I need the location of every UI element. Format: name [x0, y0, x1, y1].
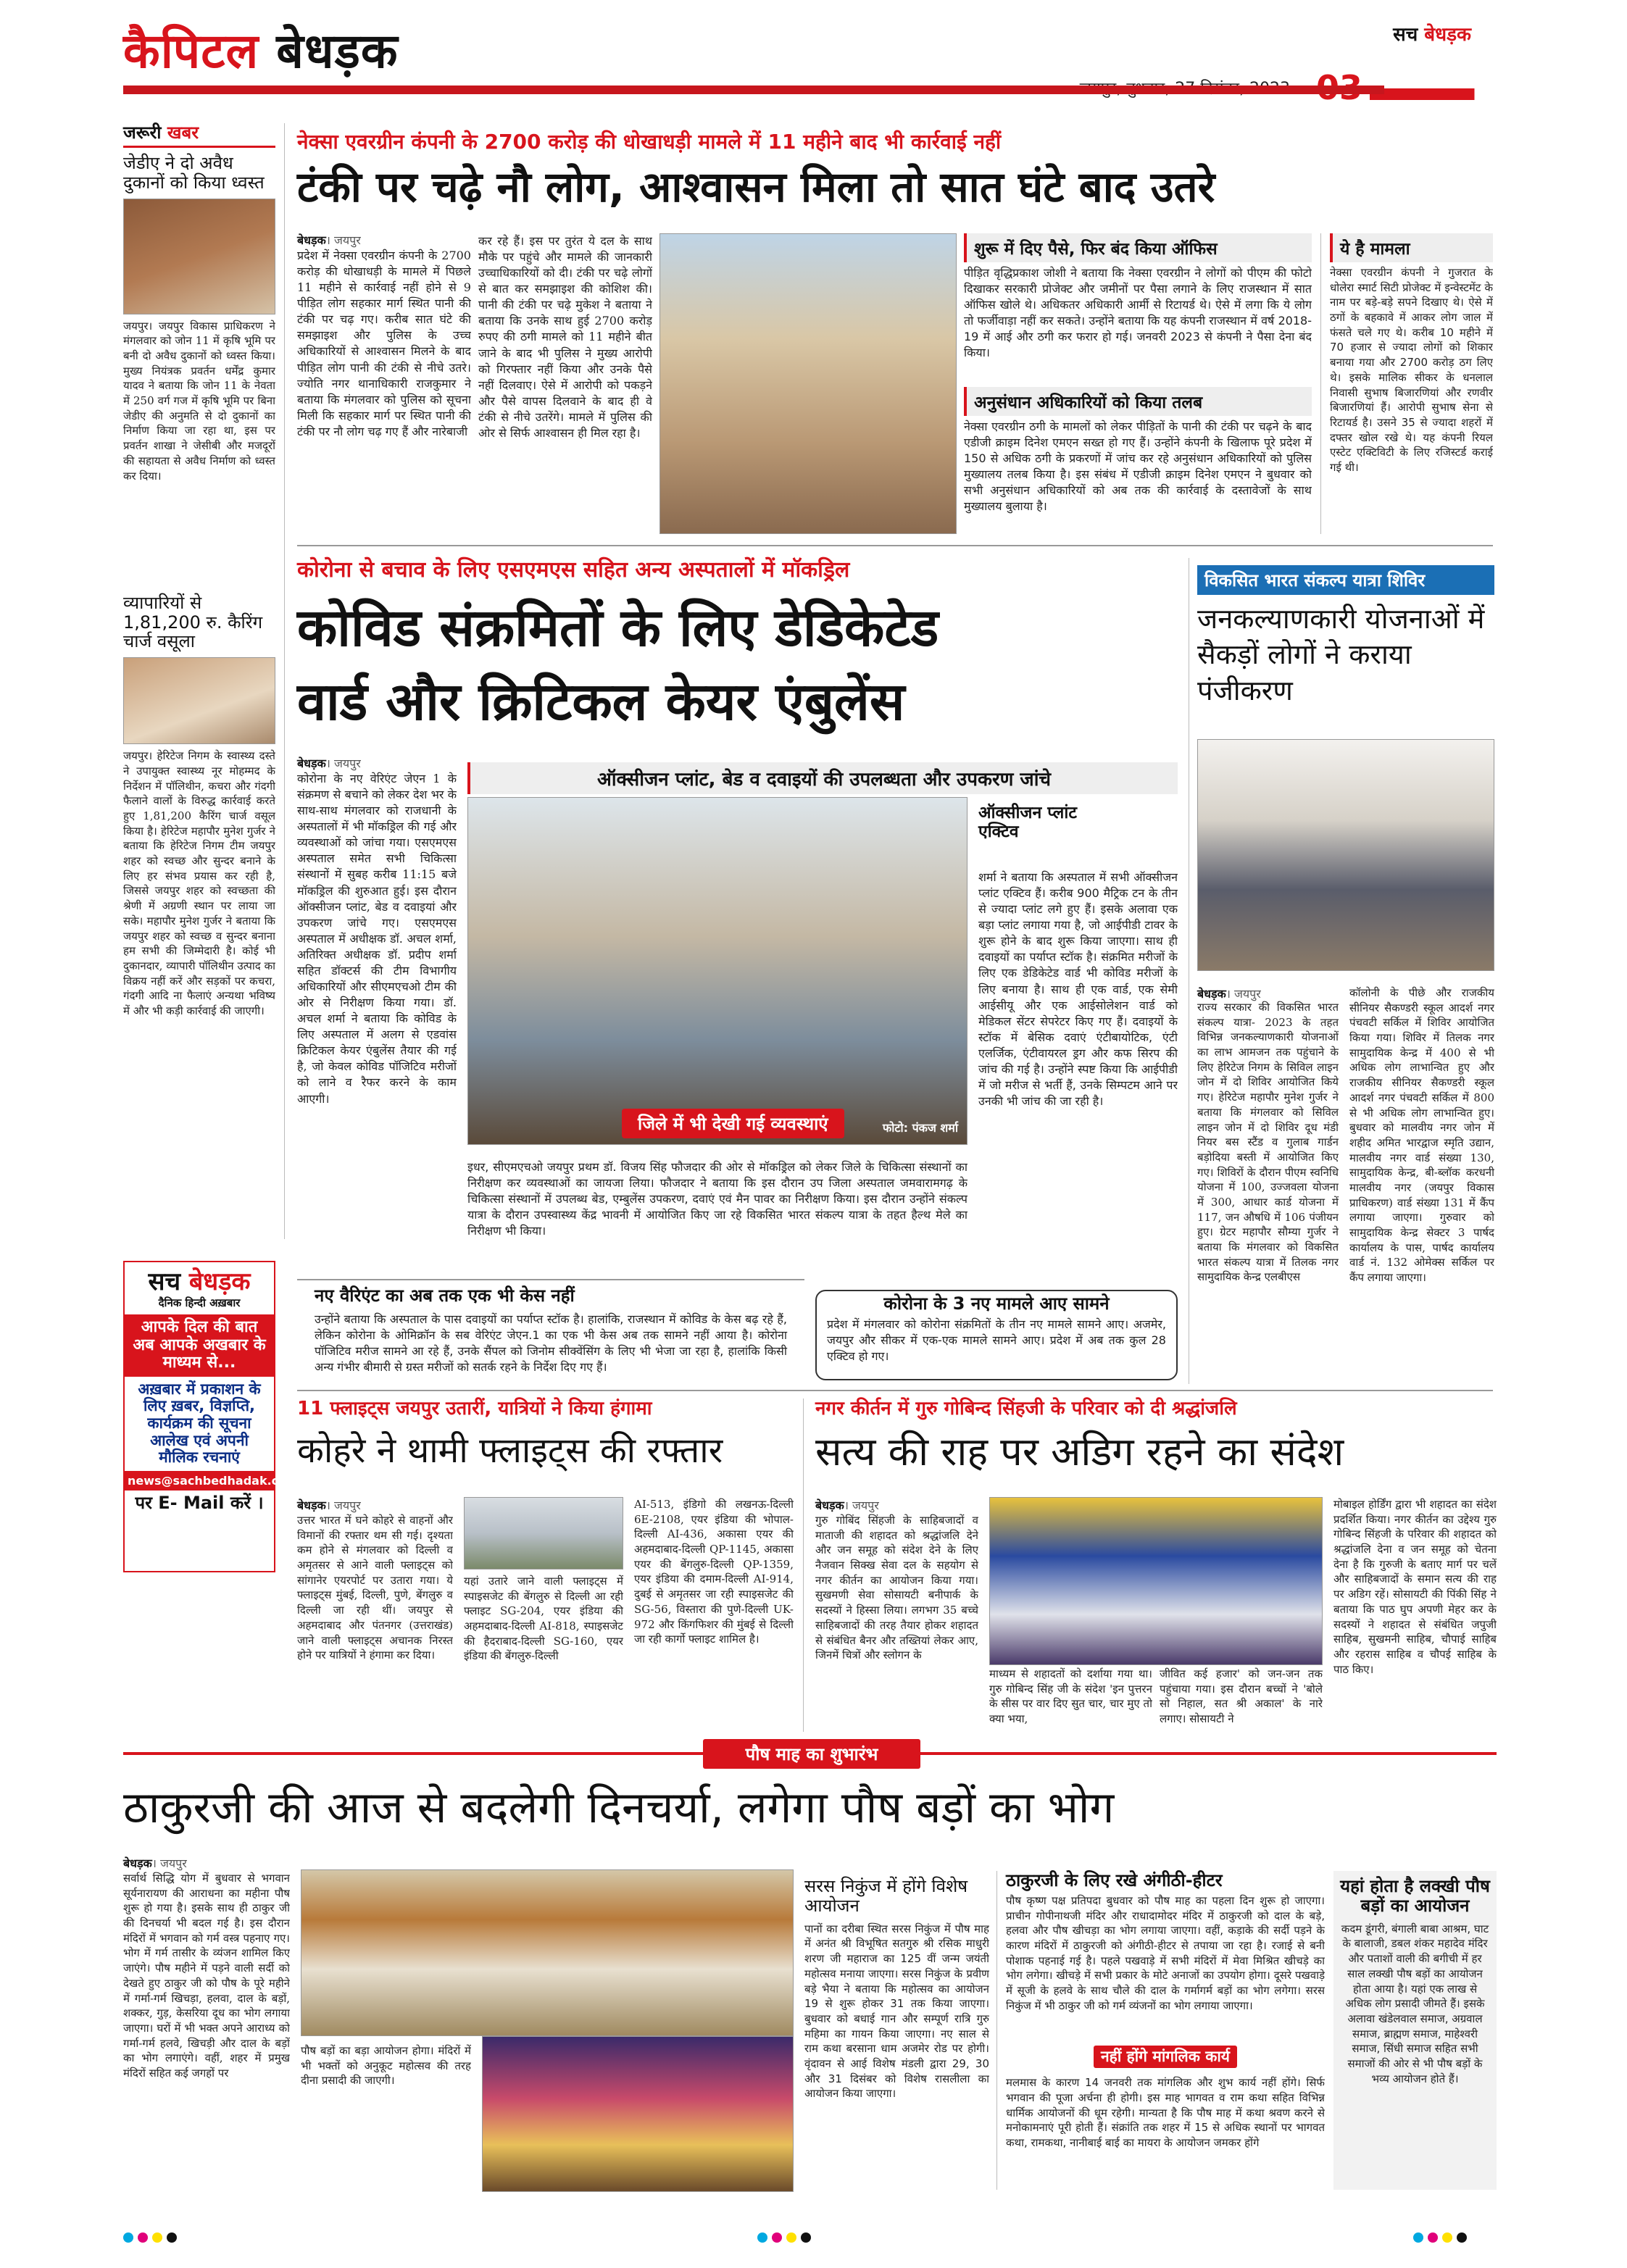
- s1-col1: प्रदेश में नेक्सा एवरग्रीन कंपनी के 2700 करोड़ की धोखाधड़ी के मामले में पिछले 11 महीने से कार्रवाई नहीं होने से 9 पीड़ित लोग सहकार मार्ग स्थित पानी की टंकी पर चढ़ गए। करीब सात घंटे की समझाइश और पुलिस के उच्च अधिकारियों से आश्वासन मिलने के बाद पीड़ित लोग पानी की टंकी से नीचे उतरे। ज्योति नगर थानाधिकारी राजकुमार ने बताया कि मंगलवार को पुलिस को सूचना मिली कि सहकार मार्ग पर स्थित पानी की टंकी पर नौ लोग चढ़ गए हैं और नारेबाजी: [297, 249, 471, 438]
- s1-byline-a: बेधड़क: [297, 233, 326, 247]
- cyan-dot: [123, 2232, 133, 2243]
- s3-col2: कॉलोनी के पीछे और राजकीय सीनियर सैकण्डरी स्कूल आदर्श नगर पंचवटी सर्किल में शिविर आयोजित किया गया। शिविर में तिलक नगर सामुदायिक केन्द्र में 400 से भी अधिक लोग लाभान्वित हुए और राजकीय सीनियर सैकण्डरी स्कूल आदर्श नगर पंचवटी सर्किल में 800 से भी अधिक लोग लाभान्वित हुए। बुधवार को मालवीय नगर जोन में शहीद अमित भारद्वाज स्मृति उद्यान, मालवीय नगर वार्ड संख्या 130, सामुदायिक केन्द्र, बी-ब्लॉक करधनी मालवीय नगर (जयपुर विकास प्राधिकरण) वार्ड संख्या 131 में कैंप लगाया जाएगा। गुरुवार को सामुदायिक केन्द्र सेक्टर 3 पार्षद कार्यालय के पास, पार्षद कार्यालय वार्ड नं. 132 ओमेक्स सर्किल पर कैंप लगाया जाएगा।: [1349, 986, 1494, 1285]
- s3-label: विकसित भारत संकल्प यात्रा शिविर: [1197, 565, 1494, 595]
- s6-box5: [1333, 1871, 1497, 2190]
- s6-b4-head: [1006, 2046, 1325, 2069]
- masthead-rule: [123, 86, 1384, 94]
- s6-b3-text: पौष कृष्ण पक्ष प्रतिपदा बुधवार को पौष माह का पहला दिन शुरू हो जाएगा। प्राचीन गोपीनाथजी मंदिर और राधादामोदर मंदिर में ठाकुरजी को दाल के बड़े, हलवा और पौष खीचड़ा का भोग लगाया जाएगा। वहीं, कड़ाके की सर्दी पड़ने के कारण मंदिरों में ठाकुरजी को अंगीठी-हीटर से तपाया जा रहा है। रजाई से बनी पोशाक पहनाई गई है। पहले पखवाड़े में सभी मंदिरों में मेवा मिश्रित खीचड़े का भोग लगेगा। खीचड़े में सभी प्रकार के मोटे अनाजों का उपयोग होगा। दूसरे पखवाड़े में सूजी के हलवे के साथ चौले की दाल के गर्मागर्म बड़ों का भोग लगेगा। सरस निकुंज में भी ठाकुर जी को गर्म व्यंजनों का भोग लगाया जाएगा।: [1006, 1893, 1325, 2012]
- s2-box1-text: उन्होंने बताया कि अस्पताल के पास दवाइयों का पर्याप्त स्टॉक है। हालांकि, राजस्थान में कोविड के केस बढ़ रहे हैं, लेकिन कोरोना के ओमिक्रॉन के सब वेरिएंट जेएन.1 का एक भी केस अब तक सामने नहीं आया है। कोरोना पॉजिटिव मरीज सामने आ रहे हैं, उनके सैंपल को जिनोम सीक्वेंसिंग के लिए भी भेजा जा रहा है, हालांकि किसी अन्य गंभीर बीमारी से ग्रस्त मरीजों को सतर्क रहने के निर्देश दिए गए हैं।: [315, 1312, 787, 1375]
- masthead-tag: [1393, 20, 1471, 46]
- s2-byline-a: बेधड़क: [297, 756, 326, 770]
- registration-dots-left: [123, 2232, 181, 2246]
- s6-b2-text: पानों का दरीबा स्थित सरस निकुंज में पौष माह में अनंत श्री विभूषित सतगुरु श्री रसिक माधुरी शरण जी महाराज का 125 वीं जन्म जयंती महोत्सव मनाया जाएगा। सरस निकुंज के प्रवीण बड़े भैया ने बताया कि महोत्सव का आयोजन 19 से शुरू होकर 31 तक किया जाएगा। बुधवार को बधाई गान और सम्पूर्ण रात्रि गुरु महिमा का गायन किया जाएगा। नए साल से राम कथा बरसाना धाम अजमेर रोड पर होगी। वृंदावन से आई विशेष मंडली द्वारा 29, 30 और 31 दिसंबर को विशेष रासलीला का आयोजन किया जाएगा।: [804, 1922, 989, 2101]
- s5-col4: मोबाइल होर्डिंग द्वारा भी शहादत का संदेश प्रदर्शित किया। नगर कीर्तन का उद्देश्य गुरु गोबिन्द सिंहजी के परिवार की शहादत को श्रद्धांजलि देना व जन समूह को चेतना देना है कि गुरुजी के बताए मार्ग पर चलें और साहिबजादों के समान सत्य की राह पर अडिग रहें। सोसायटी की पिंकी सिंह ने बताया कि पाठ घुप अपणी मेहर कर के सदस्यों ने शहादत से संबंधित जपुजी साहिब, सुखमनी साहिब, चौपाई साहिब और रहरास साहिब व चौपई साहिब के पाठ किए।: [1333, 1498, 1497, 1676]
- ad-line1: आपके दिल की बात अब आपके अखबार के माध्यम से...: [125, 1314, 274, 1377]
- s3-byline: [1197, 985, 1261, 1001]
- s5-col3: जीवित कई हजार' को जन-जन तक पहुंचाया गया। इस दौरान बच्चों ने 'बोले सो निहाल, सत श्री अकाल' के नारे लगाए। सोसायटी ने: [1160, 1667, 1323, 1726]
- s6-b2-head: सरस निकुंज में होंगे विशेष आयोजन: [804, 1876, 968, 1916]
- s1-bottom-rule: [297, 545, 1493, 546]
- s1-byline-b: । जयपुर: [325, 233, 361, 247]
- s1-headline: टंकी पर चढ़े नौ लोग, आश्वासन मिला तो सात घंटे बाद उतरे: [297, 162, 1215, 212]
- s1-kicker: नेक्सा एवरग्रीन कंपनी के 2700 करोड़ की धोखाधड़ी मामले में 11 महीने बाद भी कार्रवाई नहीं: [297, 130, 1002, 154]
- zaruri-khabar-label: [123, 123, 275, 148]
- s6-byline: [123, 1855, 187, 1871]
- black-dot: [1457, 2232, 1467, 2243]
- s6-b4-text: मलमास के कारण 14 जनवरी तक मांगलिक और शुभ कार्य नहीं होंगे। सिर्फ भगवान की पूजा अर्चना ही होगी। इस माह भागवत व राम कथा सहित विभिन्न धार्मिक आयोजनों की धूम रहेगी। मान्यता है कि पौष माह में कथा श्रवण करने से मनोकामनाएं पूरी होती हैं। संक्रांति तक शहर में 15 से अधिक स्थानों पर भागवत कथा, रामकथा, नानीबाई बाई का मायरा के आयोजन जमकर होंगे: [1006, 2076, 1325, 2150]
- s4-kicker: 11 फ्लाइट्स जयपुर उतारीं, यात्रियों ने किया हंगामा: [297, 1398, 652, 1419]
- magenta-dot: [138, 2232, 148, 2243]
- s1-sub3-head: ये है मामला: [1330, 233, 1493, 262]
- s6-photo-temple: [482, 2036, 794, 2192]
- black-dot: [801, 2232, 811, 2243]
- s3-col1: राज्य सरकार की विकसित भारत संकल्प यात्रा- 2023 के तहत विभिन्न जनकल्याणकारी योजनाओं का लाभ आमजन तक पहुंचाने के लिए हेरिटेज निगम के सिविल लाइन जोन में दो शिविर आयोजित किये गए। हेरिटेज महापौर मुनेश गुर्जर ने बताया कि मंगलवार को सिविल लाइन जोन में दो शिविर दूध मंडी नियर बस स्टैंड व गुलाब गार्डन बड़ोदिया बस्ती में आयोजित किए गए। शिविरों के दौरान पीएम स्वनिधि योजना में 100, उज्जवला योजना में 300, आधार कार्ड योजना में 117, जन औषधि में 106 पंजीयन हुए। ग्रेटर महापौर सौम्या गुर्जर ने बताया कि मंगलवार को विकसित भारत संकल्प यात्रा में तिलक नगर सामुदायिक केन्द्र एलबीएस: [1197, 1001, 1339, 1284]
- brief2-text: जयपुर। हेरिटेज निगम के स्वास्थ्य दस्ते ने उपायुक्त स्वास्थ्य नूर मोहम्मद के निर्देशन में पॉलिथीन, कचरा और गंदगी फैलाने वालों के विरुद्ध कार्रवाई करते हुए 1,81,200 कैरिंग चार्ज वसूल किया है। हेरिटेज महापौर मुनेश गुर्जर ने बताया कि हेरिटेज निगम टीम जयपुर शहर को स्वच्छ और सुन्दर बनाने के लिए हर संभव प्रयास कर रही है, जिससे जयपुर शहर को स्वच्छता की श्रेणी में अग्रणी स्थान पर लाया जा सके। महापौर मुनेश गुर्जर ने बताया कि जयपुर शहर को स्वच्छ व सुन्दर बनाना हम सभी की जिम्मेदारी है। कोई भी दुकानदार, व्यापारी पॉलिथीन उत्पाद का विक्रय नहीं करें और सड़कों पर कचरा, गंदगी आदि ना फैलाएं अन्यथा भविष्य में और भी कड़ी कार्रवाई की जाएगी।: [123, 749, 275, 1017]
- s6-b5-text: कदम डूंगरी, बंगाली बाबा आश्रम, घाट के बालाजी, डबल शंकर महादेव मंदिर और पताशों वाली की बगीची में हर साल लक्खी पौष बड़ों का आयोजन होता आया है। यहां एक लाख से अधिक लोग प्रसादी जीमते हैं। इसके अलावा खंडेलवाल समाज, अग्रवाल समाज, ब्राह्मण समाज, माहेश्वरी समाज, सिंधी समाज सहित सभी समाजों की ओर से भी पौष बड़ों के भव्य आयोजन होते हैं।: [1341, 1922, 1489, 2085]
- tag-a: सच: [1393, 24, 1418, 46]
- pen-nib-icon: [1370, 88, 1493, 100]
- s2-below-photo: इधर, सीएमएचओ जयपुर प्रथम डॉ. विजय सिंह फौजदार की ओर से मॉकड्रिल को लेकर जिले के चिकित्सा संस्थानों का निरीक्षण कर व्यवस्थाओं का जायजा लिया। फौजदार ने बताया कि इस दौरान उप जिला अस्पताल जमवारामगढ़ के चिकित्सा संस्थानों में उपलब्ध बेड, एम्बुलेंस उपकरण, दवाएं एवं मैन पावर का निरीक्षण किया। इस दौरान उन्होंने संकल्प यात्रा के दौरान उपस्वास्थ्य केंद्र भावनी में आयोजित किए जा रहे विकसित भारत संकल्प यात्रा के तहत हैल्थ मेले का निरीक्षण भी किया।: [467, 1160, 968, 1238]
- masthead-logo: [123, 25, 399, 78]
- s5-kicker: नगर कीर्तन में गुरु गोबिन्द सिंहजी के परिवार को दी श्रद्धांजलि: [815, 1398, 1237, 1419]
- s4-photo-airport: [464, 1497, 623, 1569]
- s1-sub1-head: शुरू में दिए पैसे, फिर बंद किया ऑफिस: [964, 233, 1312, 262]
- brief1-text: जयपुर। जयपुर विकास प्राधिकरण ने मंगलवार को जोन 11 में कृषि भूमि पर बनी दो अवैध दुकानों को ध्वस्त किया। मुख्य नियंत्रक प्रवर्तन धर्मेंद्र कुमार यादव ने बताया कि जोन 11 के नेवता में 250 वर्ग गज में कृषि भूमि पर बिना जेडीए की अनुमति से दो दुकानों का निर्माण किया जा रहा था, इस पर प्रवर्तन शाखा ने जेसीबी और मजदूरों की सहायता से अवैध निर्माण को ध्वस्त कर दिया।: [123, 319, 275, 483]
- s3-headline: जनकल्याणकारी योजनाओं में सैकड़ों लोगों ने कराया पंजीकरण: [1197, 603, 1485, 706]
- s2-photo-credit: फोटो: पंकज शर्मा: [882, 1121, 958, 1135]
- s4-headline: कोहरे ने थामी फ्लाइट्स की रफ्तार: [297, 1430, 723, 1471]
- s2-byline-b: । जयपुर: [325, 756, 361, 770]
- s2-photo-caption: जिले में भी देखी गई व्यवस्थाएं: [622, 1109, 844, 1138]
- left-column: [123, 123, 275, 1239]
- s5-photo-kirtan: [989, 1497, 1323, 1665]
- s6-byline-b: । जयपुर: [151, 1856, 187, 1870]
- s6-b3-head: ठाकुरजी के लिए रखे अंगीठी-हीटर: [1006, 1870, 1223, 1890]
- zaruri-a: जरूरी: [123, 122, 162, 143]
- yellow-dot: [1442, 2232, 1452, 2243]
- ad-email: news@sachbedhadak.com: [125, 1471, 274, 1491]
- s1-col2: कर रहे हैं। इस पर तुरंत ये दल के साथ मौके पर पहुंचे और मामले की जानकारी उच्चाधिकारियों को दी। टंकी पर चढ़े लोगों से बात कर समझाइश की कोशिश की। पानी की टंकी पर चढ़े मुकेश ने बताया ने बताया कि उनके साथ हुई 2700 करोड़ रुपए की ठगी मामले को 11 महीने बीत जाने के बाद भी पुलिस ने मुख्य आरोपी को गिरफ्तार नहीं किया और उनके पैसे नहीं दिलवाए। ऐसे में आरोपी को पकड़ने और पैसे वापस दिलवाने के बाद ही वे टंकी से नीचे उतरेंगे। मामले में पुलिस की ओर से सिर्फ आश्वासन ही मिल रहा है।: [478, 234, 652, 440]
- s2-subhead: ऑक्सीजन प्लांट, बेड व दवाइयों की उपलब्धता और उपकरण जांचे: [467, 762, 1178, 794]
- brief1-photo: [123, 199, 275, 314]
- tag-b: बेधड़क: [1424, 24, 1471, 46]
- s6-b5-head: यहां होता है लक्खी पौष बड़ों का आयोजन: [1340, 1876, 1490, 1916]
- magenta-dot: [1428, 2232, 1438, 2243]
- cyan-dot: [1413, 2232, 1423, 2243]
- s3-byline-b: । जयपुर: [1226, 987, 1261, 1001]
- s2-headline1: कोविड संक्रमितों के लिए डेडिकेटेड: [297, 597, 939, 658]
- mid-rule: [297, 1390, 1493, 1391]
- yellow-dot: [152, 2232, 162, 2243]
- brief2-photo: [123, 657, 275, 744]
- s1-sub3-text: नेक्सा एवरग्रीन कंपनी ने गुजरात के धोलेरा स्मार्ट सिटी प्रोजेक्ट में इन्वेस्टमेंट के नाम पर बड़े-बड़े सपने दिखाए थे। ऐसे में ठगों के बहकावे में आकर लोग जाल में फंसते चले गए थे। करीब 10 महीने में 70 हजार से ज्यादा लोगों को शिकार बनाया गया और 2700 करोड़ ठग लिए थे। इसके मालिक सीकर के धनलाल निवासी सुभाष बिजारणियां और रणवीर बिजारणियां हैं। आरोपी सुभाष सेना से रिटायर्ड है। उसने 35 से ज्यादा शहरों में दफ्तर खोल रखे थे। यह कंपनी रियल एस्टेट एक्टिविटी के लिए रजिस्टर्ड कराई गई थी।: [1330, 266, 1493, 474]
- registration-dots-center: [757, 2232, 815, 2246]
- s5-byline: [815, 1497, 879, 1513]
- s1-byline: [297, 232, 361, 248]
- s2-oxy-text: शर्मा ने बताया कि अस्पताल में सभी ऑक्सीजन प्लांट एक्टिव हैं। करीब 900 मैट्रिक टन के तीन से ज्यादा प्लांट लगे हुए हैं। इसके अलावा एक बड़ा प्लांट लगाया गया है, जो आईपीडी टावर के शुरू होने के बाद शुरू किया जाएगा। साथ ही दवाइयों का पर्याप्त स्टॉक है। संक्रमित मरीजों के लिए एक डेडिकेटेड वार्ड भी कोविड मरीजों के लिए बनाया है। साथ ही एक वार्ड, एक सेमी आईसीयू और एक आईसोलेशन वार्ड को मेडिकल सेंटर सेपरेटर किए गए हैं। दवाइयों के स्टॉक में बेसिक दवाएं एंटीबायोटिक, एंटी एलर्जिक, एंटीवायरल ड्रग और कफ सिरप की जांच की गई है। उन्होंने स्पष्ट किया कि आईपीडी में जो मरीज से भर्ती हैं, उनके सिम्पटम आने पर उनकी भी जांच की जा रही है।: [978, 870, 1178, 1109]
- s2-kicker: कोरोना से बचाव के लिए एसएमएस सहित अन्य अस्पतालों में मॉकड्रिल: [297, 557, 850, 583]
- s2-box2: [815, 1290, 1178, 1380]
- ad-subtitle: दैनिक हिन्दी अख़बार: [158, 1296, 241, 1310]
- s2-box1: [297, 1279, 804, 1384]
- left-ad: [123, 1261, 299, 1572]
- s5-col2: माध्यम से शहादतों को दर्शाया गया था। गुरु गोबिन्द सिंह जी के संदेश 'इन पुत्तरन के सीस पर वार दिए सुत चार, चार मुए तो क्या भया,: [989, 1667, 1152, 1726]
- s6-headline: ठाकुरजी की आज से बदलेगी दिनचर्या, लगेगा पौष बड़ों का भोग: [123, 1783, 1115, 1833]
- s4-divider: [803, 1398, 804, 1732]
- s1-sub2-head: अनुसंधान अधिकारियों को किया तलब: [964, 387, 1312, 416]
- ad-mail-line: पर E- Mail करें ।: [135, 1492, 264, 1513]
- brief1-headline: जेडीए ने दो अवैध दुकानों को किया ध्वस्त: [123, 152, 265, 193]
- s5-byline-b: । जयपुर: [844, 1498, 879, 1512]
- s2-box2-head: कोरोना के 3 नए मामले आए सामने: [883, 1293, 1110, 1314]
- s2-box1-head: नए वैरिएंट का अब तक एक भी केस नहीं: [315, 1285, 575, 1306]
- s5-byline-a: बेधड़क: [815, 1498, 844, 1512]
- s4-col1: उत्तर भारत में घने कोहरे से वाहनों और विमानों की रफ्तार थम सी गई। दृश्यता कम होने से मंगलवार को दिल्ली व अमृतसर से आने वाली फ्लाइट्स को सांगानेर एयरपोर्ट पर उतारा गया। ये फ्लाइट्स मुंबई, दिल्ली, पुणे, बेंगलुरु व दिल्ली जा रही थीं। जयपुर से अहमदाबाद और पंतनगर (उत्तराखंड) जाने वाली फ्लाइट्स अचानक निरस्त होने पर यात्रियों ने हंगामा कर दिया।: [297, 1514, 453, 1662]
- s2-byline: [297, 755, 361, 771]
- s5-col1: गुरु गोबिंद सिंहजी के साहिबजादों व माताजी की शहादत को श्रद्धांजलि देने और जन समूह को संदेश देने के लिए नैजवान सिक्ख सेवा दल के सहयोग से नगर कीर्तन का आयोजन किया गया। सुखमणी सेवा सोसायटी बनीपार्क के सदस्यों ने हिस्सा लिया। लगभग 35 बच्चे साहिबजादों की तरह तैयार होकर शहादत से संबंधित बैनर और तख्तियां लेकर आए, जिनमें चित्रों और स्लोगन के: [815, 1514, 978, 1662]
- s1-sub2-text: नेक्सा एवरग्रीन ठगी के मामलों को लेकर पीड़ितों के पानी की टंकी पर चढ़ने के बाद एडीजी क्राइम दिनेश एमएन सख्त हो गए हैं। उन्होंने कंपनी के खिलाफ पूरे प्रदेश में 150 से अधिक ठगी के प्रकरणों में जांच कर रहे अनुसंधान अधिकारियों को पुलिस मुख्यालय तलब किया है। इस संबंध में एडीजी क्राइम दिनेश एमएन ने बुधवार को सभी अनुसंधान अधिकारियों को अब तक की कार्रवाई के दस्तावेजों के साथ मुख्यालय बुलाया है।: [964, 420, 1312, 514]
- s2-photo-pharmacy: [467, 797, 968, 1145]
- s1-divider: [1320, 233, 1321, 534]
- s6-byline-a: बेधड़क: [123, 1856, 152, 1870]
- black-dot: [167, 2232, 177, 2243]
- ad-logo-a: सच: [148, 1267, 181, 1296]
- s6-box3: [1006, 1871, 1325, 2202]
- ad-line2: अख़बार में प्रकाशन के लिए ख़बर, विज्ञप्ति, कार्यक्रम की सूचना आलेख एवं अपनी मौलिक रचनाएं: [138, 1380, 261, 1467]
- s4-col2: यहां उतारे जाने वाली फ्लाइट्स में स्पाइसजेट की बेंगलुरु से दिल्ली आ रही फ्लाइट SG-204, एयर इंडिया की अहमदाबाद-दिल्ली AI-818, स्पाइसजेट की हैदराबाद-दिल्ली SG-160, एयर इंडिया की बेंगलुरु-दिल्ली: [464, 1575, 623, 1663]
- cyan-dot: [757, 2232, 767, 2243]
- brief2-headline: व्यापारियों से 1,81,200 रु. कैरिंग चार्ज वसूला: [123, 592, 263, 652]
- yellow-dot: [786, 2232, 796, 2243]
- s6-photo-caption: पौष बड़ों का बड़ा आयोजन होगा। मंदिरों में भी भक्तों को अनुकूट महोत्सव की तरह दीना प्रसादी की जाएगी।: [301, 2044, 471, 2088]
- s6-photo-devotees: [301, 1869, 794, 2036]
- s6-box2: [804, 1877, 989, 2192]
- left-divider: [284, 123, 285, 1239]
- registration-dots-right: [1413, 2232, 1471, 2246]
- ad-logo-b: बेधड़क: [188, 1267, 251, 1296]
- s2-box2-text: प्रदेश में मंगलवार को कोरोना संक्रमितों के तीन नए मामले सामने आए। अजमेर, जयपुर और सीकर में एक-एक मामले सामने आए। प्रदेश में अब तक कुल 28 एक्टिव हो गए।: [827, 1317, 1166, 1364]
- s6-b4-head-text: नहीं होंगे मांगलिक कार्य: [1094, 2046, 1237, 2069]
- s2-col1: कोरोना के नए वेरिएंट जेएन 1 के संक्रमण से बचाने को लेकर देश भर के साथ-साथ मंगलवार को राजधानी के अस्पतालों में भी मॉकड्रिल की गई और व्यवस्थाओं को जांचा गया। एसएमएस अस्पताल समेत सभी चिकित्सा संस्थानों में सुबह करीब 11:15 बजे मॉकड्रिल की शुरुआत हुई। इस दौरान ऑक्सीजन प्लांट, बेड व दवाइयां और उपकरण जांचे गए। एसएमएस अस्पताल में अधीक्षक डॉ. अचल शर्मा, अतिरिक्त अधीक्षक डॉ. प्रदीप शर्मा सहित डॉक्टर्स की टीम विभागीय अधिकारियों और सीएमएचओ टीम की ओर से निरीक्षण किया गया। डॉ. अचल शर्मा ने बताया कि कोविड के लिए अस्पताल में अलग से एडवांस क्रिटिकल केयर एंबुलेंस तैयार की गई है, जो केवल कोविड पॉजिटिव मरीजों को लाने व रैफर करने के काम आएगी।: [297, 772, 457, 1106]
- s6-label: पौष माह का शुभारंभ: [703, 1739, 920, 1769]
- s4-byline-b: । जयपुर: [325, 1498, 361, 1512]
- s1-sub1-text: पीड़ित वृद्धिप्रकाश जोशी ने बताया कि नेक्सा एवरग्रीन ने लोगों को पीएम की फोटो दिखाकर सरकारी प्रोजेक्ट और जमीनों पर पैसा लगाने के लिए राजस्थान में सात ऑफिस खोले थे। अधिकतर अधिकारी आर्मी से रिटायर्ड थे। ऐसे में लगा कि ये लोग तो फर्जीवाड़ा नहीं कर सकते। उन्होंने बताया कि यह कंपनी राजस्थान में वर्ष 2018-19 में आई और ठगी कर फरार हो गई। जनवरी 2023 से कंपनी ने पैसा देना बंद किया।: [964, 266, 1312, 360]
- s4-col3: AI-513, इंडिगो की लखनऊ-दिल्ली 6E-2108, एयर इंडिया की भोपाल-दिल्ली AI-436, अकासा एयर की अहमदाबाद-दिल्ली QP-1145, अकासा एयर की बेंगलुरु-दिल्ली QP-1359, एयर इंडिया की दमाम-दिल्ली AI-914, दुबई से अमृतसर जा रही स्पाइसजेट की SG-56, विस्तारा की पुणे-दिल्ली UK-972 और किंगफिशर की मुंबई से दिल्ली जा रही कार्गो फ्लाइट शामिल है।: [634, 1498, 794, 1646]
- magenta-dot: [772, 2232, 782, 2243]
- s6-col1: सर्वार्थ सिद्धि योग में बुधवार से भगवान सूर्यनारायण की आराधना का महीना पौष शुरू हो गया है। इसके साथ ही ठाकुर जी की दिनचर्या भी बदल गई है। इस दौरान मंदिरों में भगवान को गर्म वस्त्र पहनाए गए। भोग में गर्म तासीर के व्यंजन शामिल किए जाएंगे। पौष महीने में पड़ने वाली सर्दी को देखते हुए ठाकुर जी को पौष के पूरे महीने में गर्मा-गर्म खिचड़ा, हलवा, दाल के बड़ों, शक्कर, गुड़, केसरिया दूध का भोग लगाया जाएगा। घरों में भी भक्त अपने आराध्य को गर्मा-गर्म हलवे, खिचड़ी और दाल के बड़ों का भोग लगाएंगे। वहीं, शहर में प्रमुख मंदिरों सहित कई जगहों पर: [123, 1872, 290, 2080]
- s4-byline-a: बेधड़क: [297, 1498, 326, 1512]
- s3-byline-a: बेधड़क: [1197, 987, 1226, 1001]
- s1-photo-water-tank: [659, 233, 957, 534]
- s4-byline: [297, 1497, 361, 1513]
- ad-logo: [125, 1268, 274, 1296]
- zaruri-b: खबर: [167, 122, 199, 143]
- s5-headline: सत्य की राह पर अडिग रहने का संदेश: [815, 1429, 1344, 1475]
- logo-part-b: बेधड़क: [276, 23, 399, 79]
- logo-part-a: कैपिटल: [123, 23, 259, 79]
- s3-photo-camp: [1197, 739, 1494, 971]
- s2-headline2: वार्ड और क्रिटिकल केयर एंबुलेंस: [297, 671, 905, 732]
- s2-oxy-head: ऑक्सीजन प्लांट एक्टिव: [978, 804, 1077, 841]
- s6-divider1: [996, 1871, 997, 2190]
